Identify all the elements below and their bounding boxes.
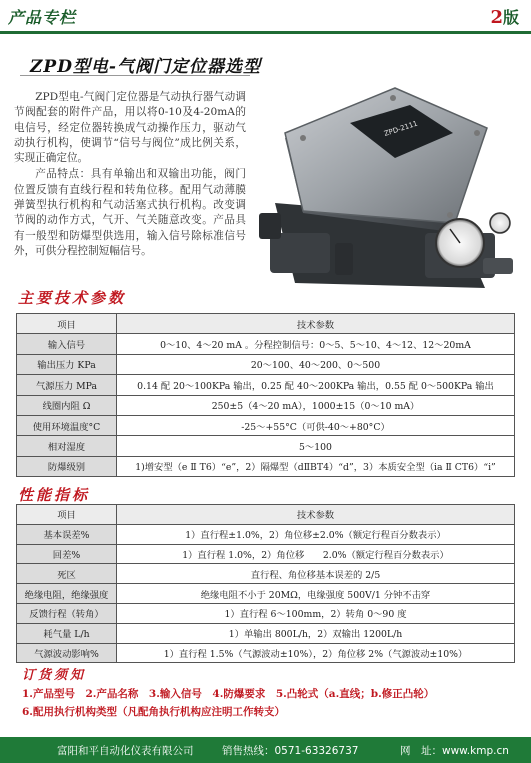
table-row (17, 544, 515, 564)
header-cell: 项目 (17, 314, 117, 334)
row-label: 防爆级别 (17, 456, 117, 476)
row-value: -25～+55°C（可供-40～+80°C） (117, 415, 515, 435)
table-row (17, 436, 515, 456)
table-row (17, 354, 515, 374)
table-row (17, 584, 515, 604)
footer-company: 富阳和平自动化仪表有限公司 (57, 745, 194, 757)
air-fitting (483, 258, 513, 274)
footer-website-link[interactable]: 网 址：www.kmp.cn (400, 745, 509, 757)
row-label: 反馈行程（转角） (17, 603, 117, 623)
row-value: 直行程、角位移基本误差的 2/5 (117, 564, 515, 584)
row-value: 1）直行程 1.0%，2）角位移 2.0%（额定行程百分数表示） (117, 544, 515, 564)
footer-hotline: 销售热线：0571-63326737 (222, 745, 359, 757)
row-label: 输出压力 KPa (17, 354, 117, 374)
row-value: 0～10、4～20 mA 。分程控制信号：0～5、5～10、4～12、12～20mA (117, 334, 515, 354)
cable-gland-left (259, 213, 281, 239)
order-notes-line-1: 1.产品型号 2.产品名称 3.输入信号 4.防爆要求 5.凸轮式（a.直线；b.修正凸轮） (22, 688, 435, 700)
edition-number: 2 (490, 7, 503, 28)
page-title: ZPD型电-气阀门定位器选型 (30, 57, 261, 77)
table-row (17, 334, 515, 354)
footer-bar (0, 737, 531, 763)
table-header-row (17, 505, 515, 525)
screw-icon (447, 212, 453, 218)
intro-text (14, 90, 246, 260)
screw-icon (390, 95, 396, 101)
intro-paragraph-1: ZPD型电-气阀门定位器是气动执行器气动调节阀配套的附件产品，用以将0-10及4-20mA的电信号，经定位器转换成气动操作压力，驱动气动执行机构，使调节“信号与阀位”成比例关系，实现正确定位。 (14, 91, 246, 165)
row-label: 耗气量 L/h (17, 623, 117, 643)
row-value: 5～100 (117, 436, 515, 456)
table-row (17, 564, 515, 584)
row-label: 气源波动影响% (17, 643, 117, 663)
row-label: 基本误差% (17, 524, 117, 544)
header-title: 产品专栏 (8, 8, 77, 27)
table-row (17, 456, 515, 476)
row-value: 绝缘电阻不小于 20MΩ，电缘强度 500V/1 分钟不击穿 (117, 584, 515, 604)
table-row (17, 524, 515, 544)
header-divider (0, 31, 531, 34)
housing-bracket (270, 233, 330, 273)
row-value: 1）直行程±1.0%，2）角位移±2.0%（额定行程百分数表示） (117, 524, 515, 544)
row-label: 相对湿度 (17, 436, 117, 456)
row-label: 气源压力 MPa (17, 375, 117, 395)
row-value: 1）单输出 800L/h，2）双输出 1200L/h (117, 623, 515, 643)
table-row (17, 643, 515, 663)
section-main-specs: 主要技术参数 (18, 289, 127, 307)
cable-gland-center (335, 243, 353, 275)
row-label: 线圈内阻 Ω (17, 395, 117, 415)
performance-table (16, 504, 515, 663)
pressure-gauge-small-icon (490, 213, 510, 233)
header-cell: 技术参数 (117, 505, 515, 525)
header (0, 0, 531, 30)
edition-label: 版 (502, 8, 519, 27)
row-label: 输入信号 (17, 334, 117, 354)
row-label: 绝缘电阻，绝缘强度 (17, 584, 117, 604)
row-label: 死区 (17, 564, 117, 584)
row-label: 回差% (17, 544, 117, 564)
row-value: 250±5（4～20 mA），1000±15（0～10 mA） (117, 395, 515, 415)
table-row (17, 603, 515, 623)
product-photo (255, 83, 517, 298)
row-value: 20～100、40～200、0～500 (117, 354, 515, 374)
row-value: 1)增安型（e Ⅱ T6）“e”，2）隔爆型（dⅡBT4）“d”，3）本质安全型（ia Ⅱ CT6）“i” (117, 456, 515, 476)
table-header-row (17, 314, 515, 334)
header-cell: 技术参数 (117, 314, 515, 334)
screw-icon (300, 135, 306, 141)
order-notes-line-2: 6.配用执行机构类型（凡配角执行机构应注明工作转支） (22, 706, 285, 718)
table-row (17, 415, 515, 435)
row-value: 1）直行程 6～100mm，2）转角 0～90 度 (117, 603, 515, 623)
housing-cover (285, 88, 487, 223)
table-row (17, 623, 515, 643)
row-label: 使用环境温度°C (17, 415, 117, 435)
header-cell: 项目 (17, 505, 117, 525)
table-row (17, 395, 515, 415)
main-specs-table (16, 313, 515, 477)
screw-icon (474, 130, 480, 136)
intro-paragraph-2: 产品特点：具有单输出和双输出功能，阀门位置反馈有直线行程和转角位移。配用气动薄膜弹簧型执行机构和气动活塞式执行机构。改变调节阀的动作方式，气开、气关随意改变。产品具有一般型和防爆型供选用，输入信号除标准信号外，可供分程控制短幅信号。 (14, 168, 246, 257)
table-row (17, 375, 515, 395)
edition-badge (490, 5, 519, 28)
row-value: 1）直行程 1.5%（气源波动±10%），2）角位移 2%（气源波动±10%） (117, 643, 515, 663)
nameplate-text: ZPD-2111 (383, 119, 419, 138)
section-performance: 性能指标 (18, 486, 91, 504)
section-ordering: 订货须知 (22, 668, 87, 683)
row-value: 0.14 配 20～100KPa 输出，0.25 配 40～200KPa 输出，0.55 配 0～500KPa 输出 (117, 375, 515, 395)
